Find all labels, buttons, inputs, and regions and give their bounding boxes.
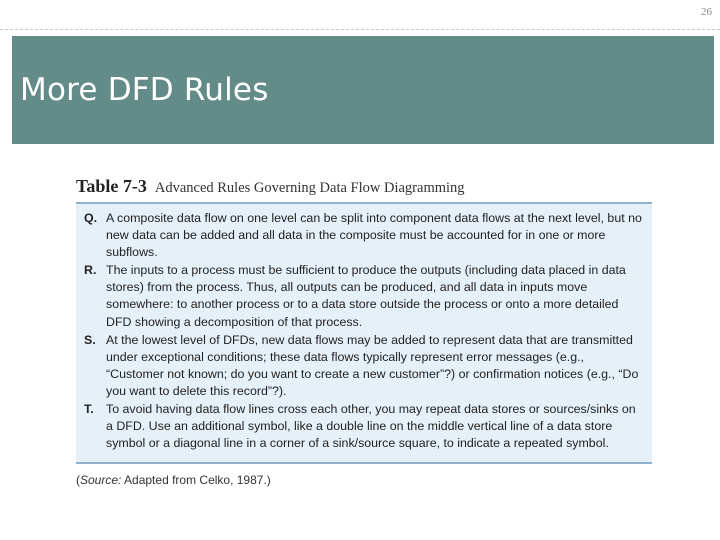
- rule-text: To avoid having data flow lines cross each other, you may repeat data stores or sources/sinks on a DFD. Use an additional symbol, like a double line on the middle vertical line of a data store symbol or a diagonal line in a corner of a sink/source square, to indicate a repeated symbol.: [106, 402, 636, 451]
- rule-text: A composite data flow on one level can be split into component data flows at the next level, but no new data can be added and all data in the composite must be accounted for in one or more subflows.: [106, 211, 642, 260]
- rule-letter: T.: [84, 402, 94, 417]
- rules-table-figure: [76, 176, 652, 487]
- rule-row-r: [84, 262, 644, 330]
- rule-row-s: [84, 332, 644, 400]
- rule-row-q: [84, 210, 644, 261]
- slide-title: More DFD Rules: [20, 72, 269, 108]
- title-banner: [12, 36, 714, 144]
- table-title: Advanced Rules Governing Data Flow Diagramming: [154, 180, 465, 196]
- source-citation: [76, 473, 652, 487]
- rule-row-t: [84, 401, 644, 452]
- source-open-paren: (: [76, 473, 80, 487]
- rule-letter: S.: [84, 332, 96, 347]
- source-text: Adapted from Celko, 1987.): [121, 473, 271, 487]
- rule-text: At the lowest level of DFDs, new data flows may be added to represent data that are transmitted under exceptional conditions; these data flows typically represent error messages (e.g., “Customer not known; do you want to create a new customer”?) or confirmation notices (e.g., “Do you want to delete this record”?).: [106, 332, 639, 398]
- rule-letter: R.: [84, 263, 97, 278]
- table-caption: [76, 176, 652, 202]
- rule-letter: Q.: [84, 211, 98, 225]
- source-label: Source:: [80, 473, 122, 487]
- rule-text: The inputs to a process must be sufficient to produce the outputs (including data placed in data stores) from the process. Thus, all outputs can be produced, and all data in inputs move somewhere: to another process or to a data store outside the process or onto a more detailed DFD showing a decomposition of that process.: [106, 263, 626, 329]
- top-divider: [0, 29, 720, 30]
- page-number: 26: [701, 6, 712, 18]
- table-number: Table 7-3: [76, 176, 147, 196]
- rules-table: [76, 202, 652, 464]
